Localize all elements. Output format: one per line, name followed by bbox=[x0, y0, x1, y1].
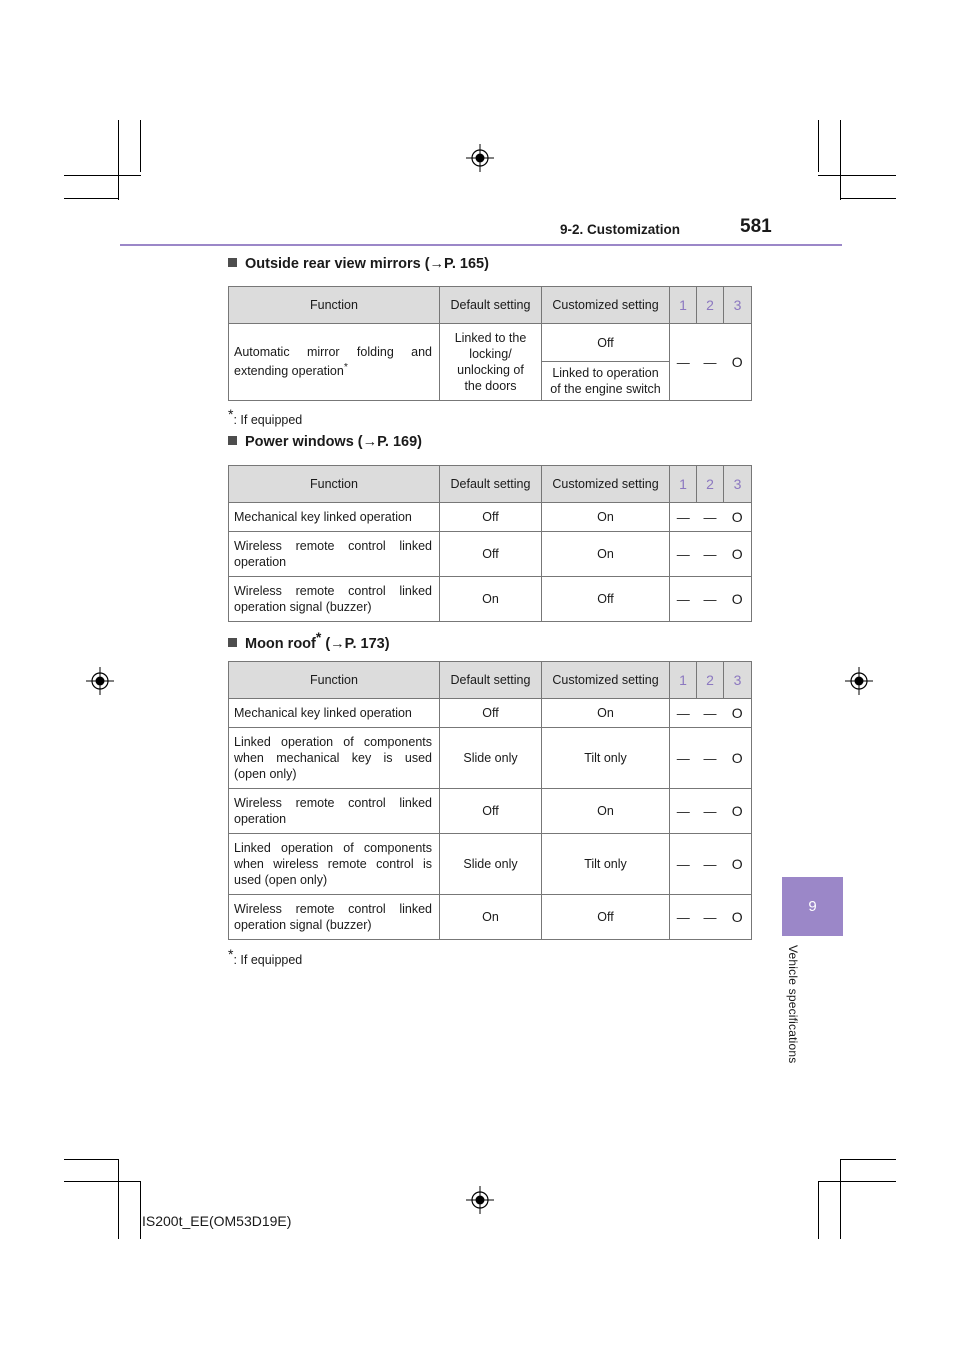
col-customized: Customized setting bbox=[542, 466, 670, 503]
section-header: 9-2. Customization bbox=[560, 222, 681, 237]
function-cell: Mechanical key linked operation bbox=[229, 503, 440, 532]
registration-mark-icon bbox=[466, 144, 494, 172]
function-cell: Mechanical key linked operation bbox=[229, 699, 440, 728]
default-cell: Slide only bbox=[440, 728, 542, 789]
c2-cell: — bbox=[697, 577, 724, 622]
c3-cell: O bbox=[724, 324, 752, 401]
table-row bbox=[229, 895, 752, 940]
asterisk: * bbox=[315, 629, 322, 645]
footnote-mirrors: *: If equipped bbox=[228, 406, 303, 428]
table-row bbox=[229, 699, 752, 728]
function-cell: Linked operation of components when mechanical key is used (open only) bbox=[229, 728, 440, 789]
col-1: 1 bbox=[670, 662, 697, 699]
c3-cell: O bbox=[724, 699, 752, 728]
crop-mark bbox=[118, 120, 119, 200]
custom-cell: On bbox=[542, 789, 670, 834]
table-row bbox=[229, 728, 752, 789]
table-row bbox=[229, 834, 752, 895]
c2-cell: — bbox=[697, 532, 724, 577]
section-title-mirrors: Outside rear view mirrors (→P. 165) bbox=[228, 256, 489, 272]
table-row bbox=[229, 577, 752, 622]
default-cell: Off bbox=[440, 503, 542, 532]
section-title-moonroof: Moon roof* (→P. 173) bbox=[228, 629, 390, 652]
c1-cell: — bbox=[670, 699, 697, 728]
custom-cell: Linked to operation of the engine switch bbox=[542, 362, 670, 401]
table-header-row bbox=[229, 287, 752, 324]
col-default: Default setting bbox=[440, 466, 542, 503]
function-cell: Wireless remote control linked operation signal (buzzer) bbox=[229, 577, 440, 622]
default-cell: Off bbox=[440, 699, 542, 728]
c1-cell: — bbox=[670, 503, 697, 532]
c1-cell: — bbox=[670, 728, 697, 789]
crop-mark bbox=[840, 1159, 841, 1239]
crop-mark bbox=[118, 1159, 119, 1239]
col-default: Default setting bbox=[440, 662, 542, 699]
custom-cell: Tilt only bbox=[542, 728, 670, 789]
crop-mark bbox=[840, 120, 841, 200]
c3-cell: O bbox=[724, 532, 752, 577]
c3-cell: O bbox=[724, 728, 752, 789]
col-3: 3 bbox=[724, 662, 752, 699]
default-cell: Slide only bbox=[440, 834, 542, 895]
table-header-row bbox=[229, 466, 752, 503]
col-1: 1 bbox=[670, 466, 697, 503]
col-function: Function bbox=[229, 287, 440, 324]
custom-cell: Off bbox=[542, 324, 670, 362]
table-row bbox=[229, 503, 752, 532]
custom-cell: On bbox=[542, 532, 670, 577]
default-cell: Off bbox=[440, 789, 542, 834]
crop-mark bbox=[64, 1181, 141, 1182]
default-cell: On bbox=[440, 895, 542, 940]
col-2: 2 bbox=[697, 662, 724, 699]
col-2: 2 bbox=[697, 287, 724, 324]
table-row bbox=[229, 324, 752, 362]
function-cell: Wireless remote control linked operation bbox=[229, 532, 440, 577]
bullet-square-icon bbox=[228, 436, 237, 445]
function-cell: Wireless remote control linked operation bbox=[229, 789, 440, 834]
c2-cell: — bbox=[697, 324, 724, 401]
c1-cell: — bbox=[670, 577, 697, 622]
col-customized: Customized setting bbox=[542, 662, 670, 699]
crop-mark bbox=[840, 1159, 896, 1160]
asterisk: * bbox=[343, 362, 348, 374]
col-3: 3 bbox=[724, 287, 752, 324]
function-cell: Automatic mirror folding and extending operation* bbox=[229, 324, 440, 401]
custom-cell: Off bbox=[542, 895, 670, 940]
asterisk: * bbox=[228, 406, 234, 422]
c1-cell: — bbox=[670, 834, 697, 895]
custom-cell: On bbox=[542, 503, 670, 532]
c3-cell: O bbox=[724, 834, 752, 895]
bullet-square-icon bbox=[228, 638, 237, 647]
col-2: 2 bbox=[697, 466, 724, 503]
registration-mark-icon bbox=[845, 667, 873, 695]
crop-mark bbox=[140, 120, 141, 172]
col-3: 3 bbox=[724, 466, 752, 503]
default-cell: Off bbox=[440, 532, 542, 577]
crop-mark bbox=[818, 175, 896, 176]
table-row bbox=[229, 532, 752, 577]
windows-table bbox=[228, 465, 752, 622]
crop-mark bbox=[840, 198, 896, 199]
bullet-square-icon bbox=[228, 258, 237, 267]
chapter-label: Vehicle specifications bbox=[786, 945, 800, 1064]
col-default: Default setting bbox=[440, 287, 542, 324]
c1-cell: — bbox=[670, 324, 697, 401]
default-cell: On bbox=[440, 577, 542, 622]
c3-cell: O bbox=[724, 895, 752, 940]
table-header-row bbox=[229, 662, 752, 699]
custom-cell: Off bbox=[542, 577, 670, 622]
chapter-tab: 9 bbox=[782, 877, 843, 936]
c1-cell: — bbox=[670, 789, 697, 834]
c3-cell: O bbox=[724, 789, 752, 834]
c2-cell: — bbox=[697, 728, 724, 789]
section-title-windows: Power windows (→P. 169) bbox=[228, 434, 422, 450]
c3-cell: O bbox=[724, 503, 752, 532]
col-function: Function bbox=[229, 466, 440, 503]
c2-cell: — bbox=[697, 503, 724, 532]
c1-cell: — bbox=[670, 895, 697, 940]
c2-cell: — bbox=[697, 699, 724, 728]
function-cell: Wireless remote control linked operation signal (buzzer) bbox=[229, 895, 440, 940]
c1-cell: — bbox=[670, 532, 697, 577]
crop-mark bbox=[818, 1181, 896, 1182]
custom-cell: On bbox=[542, 699, 670, 728]
default-cell: Linked to the locking/ unlocking of the doors bbox=[440, 324, 542, 401]
c2-cell: — bbox=[697, 834, 724, 895]
footnote-moonroof: *: If equipped bbox=[228, 946, 303, 968]
custom-cell: Tilt only bbox=[542, 834, 670, 895]
asterisk: * bbox=[228, 946, 234, 962]
page-number: 581 bbox=[740, 216, 772, 237]
crop-mark bbox=[140, 1181, 141, 1239]
col-function: Function bbox=[229, 662, 440, 699]
function-cell: Linked operation of components when wireless remote control is used (open only) bbox=[229, 834, 440, 895]
c2-cell: — bbox=[697, 789, 724, 834]
header-rule bbox=[120, 244, 842, 246]
manual-code: IS200t_EE(OM53D19E) bbox=[142, 1213, 292, 1229]
registration-mark-icon bbox=[466, 1186, 494, 1214]
moonroof-table bbox=[228, 661, 752, 940]
mirrors-table bbox=[228, 286, 752, 401]
c3-cell: O bbox=[724, 577, 752, 622]
crop-mark bbox=[818, 1181, 819, 1239]
crop-mark bbox=[64, 198, 119, 199]
registration-mark-icon bbox=[86, 667, 114, 695]
table-row bbox=[229, 789, 752, 834]
crop-mark bbox=[818, 120, 819, 172]
col-1: 1 bbox=[670, 287, 697, 324]
crop-mark bbox=[64, 1159, 119, 1160]
c2-cell: — bbox=[697, 895, 724, 940]
col-customized: Customized setting bbox=[542, 287, 670, 324]
crop-mark bbox=[64, 175, 141, 176]
